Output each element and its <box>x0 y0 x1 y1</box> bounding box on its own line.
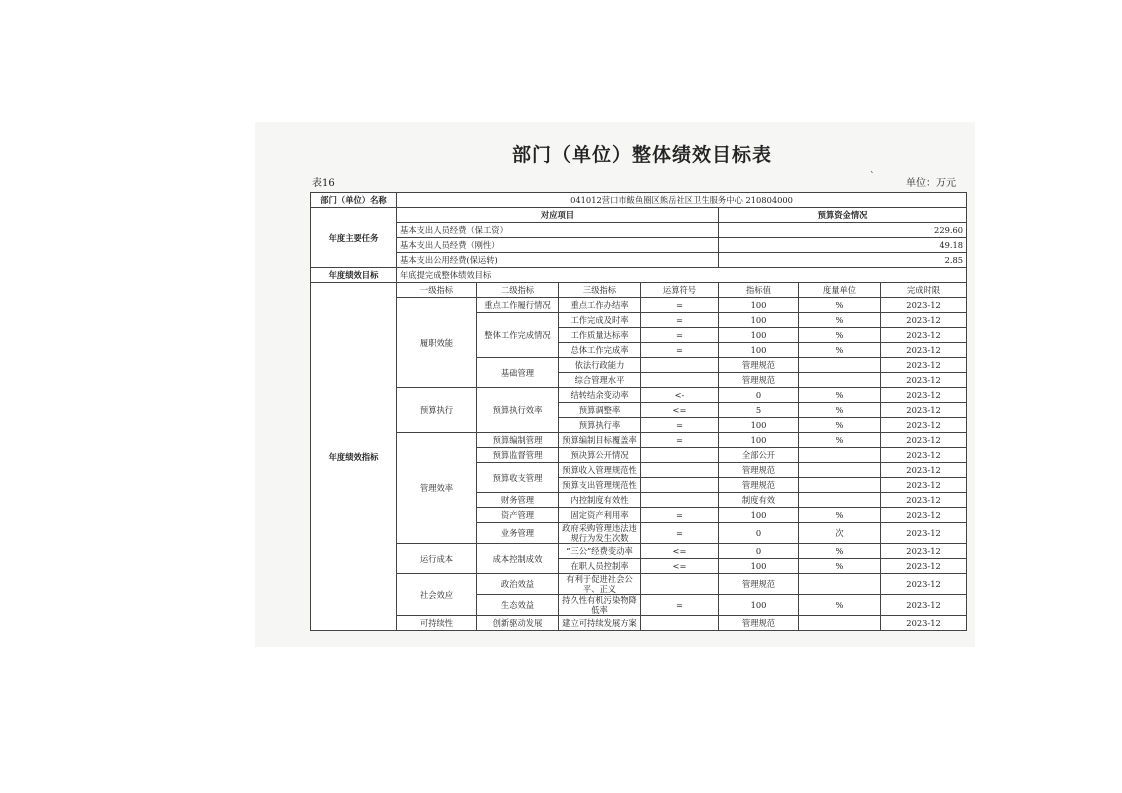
measure-unit <box>799 373 881 388</box>
deadline: 2023-12 <box>881 343 967 358</box>
level3-indicator: 预算支出管理规范性 <box>559 478 641 493</box>
level3-indicator: 有利于促进社会公平、正义 <box>559 574 641 595</box>
measure-unit: % <box>799 433 881 448</box>
level3-indicator: 内控制度有效性 <box>559 493 641 508</box>
level3-indicator: 预算收入管理规范性 <box>559 463 641 478</box>
task-item: 基本支出公用经费(保运转) <box>397 253 719 268</box>
level1-indicator: 管理效率 <box>397 433 477 544</box>
operator: <- <box>641 388 719 403</box>
operator: = <box>641 313 719 328</box>
indicator-value: 100 <box>719 595 799 616</box>
level3-indicator: 重点工作办结率 <box>559 298 641 313</box>
deadline: 2023-12 <box>881 388 967 403</box>
indicator-value: 100 <box>719 313 799 328</box>
deadline: 2023-12 <box>881 358 967 373</box>
operator <box>641 478 719 493</box>
operator: = <box>641 298 719 313</box>
operator: <= <box>641 403 719 418</box>
annual-tasks-label: 年度主要任务 <box>311 208 397 268</box>
measure-unit: % <box>799 559 881 574</box>
indicator-value: 管理规范 <box>719 478 799 493</box>
measure-unit <box>799 574 881 595</box>
unit-label: 单位：万元 <box>906 178 956 189</box>
dept-name-label: 部门（单位）名称 <box>311 193 397 208</box>
table-number: 表16 <box>312 178 335 189</box>
operator <box>641 616 719 631</box>
indicator-value: 100 <box>719 328 799 343</box>
deadline: 2023-12 <box>881 418 967 433</box>
indicator-value: 100 <box>719 418 799 433</box>
measure-unit: % <box>799 343 881 358</box>
indicator-col-header: 一级指标 <box>397 283 477 298</box>
indicator-value: 0 <box>719 523 799 544</box>
level3-indicator: 综合管理水平 <box>559 373 641 388</box>
indicator-value: 100 <box>719 559 799 574</box>
level3-indicator: “三公”经费变动率 <box>559 544 641 559</box>
level2-indicator: 政治效益 <box>477 574 559 595</box>
deadline: 2023-12 <box>881 463 967 478</box>
level3-indicator: 总体工作完成率 <box>559 343 641 358</box>
indicator-value: 管理规范 <box>719 373 799 388</box>
level1-indicator: 预算执行 <box>397 388 477 433</box>
level2-indicator: 预算监督管理 <box>477 448 559 463</box>
level3-indicator: 结转结余变动率 <box>559 388 641 403</box>
level2-indicator: 整体工作完成情况 <box>477 313 559 358</box>
measure-unit: % <box>799 595 881 616</box>
indicator-value: 100 <box>719 343 799 358</box>
deadline: 2023-12 <box>881 574 967 595</box>
operator: = <box>641 523 719 544</box>
deadline: 2023-12 <box>881 595 967 616</box>
level2-indicator: 预算执行效率 <box>477 388 559 433</box>
performance-goal-table <box>310 192 967 631</box>
deadline: 2023-12 <box>881 616 967 631</box>
indicator-value: 全部公开 <box>719 448 799 463</box>
level1-indicator: 履职效能 <box>397 298 477 388</box>
level2-indicator: 生态效益 <box>477 595 559 616</box>
operator <box>641 358 719 373</box>
indicator-col-header: 二级指标 <box>477 283 559 298</box>
measure-unit <box>799 493 881 508</box>
task-amount: 49.18 <box>719 238 967 253</box>
deadline: 2023-12 <box>881 478 967 493</box>
level2-indicator: 创新驱动发展 <box>477 616 559 631</box>
indicator-value: 0 <box>719 388 799 403</box>
level3-indicator: 依法行政能力 <box>559 358 641 373</box>
level2-indicator: 财务管理 <box>477 493 559 508</box>
deadline: 2023-12 <box>881 493 967 508</box>
operator: <= <box>641 544 719 559</box>
dept-name-value: 041012营口市鲅鱼圈区熊岳社区卫生服务中心 210804000 <box>397 193 967 208</box>
level2-indicator: 业务管理 <box>477 523 559 544</box>
measure-unit: % <box>799 328 881 343</box>
level3-indicator: 工作质量达标率 <box>559 328 641 343</box>
level2-indicator: 预算编制管理 <box>477 433 559 448</box>
measure-unit <box>799 448 881 463</box>
operator: = <box>641 595 719 616</box>
indicator-col-header: 度量单位 <box>799 283 881 298</box>
operator: = <box>641 418 719 433</box>
level3-indicator: 预算调整率 <box>559 403 641 418</box>
indicators-label: 年度绩效指标 <box>311 283 397 631</box>
operator <box>641 493 719 508</box>
operator <box>641 574 719 595</box>
level3-indicator: 政府采购管理违法违规行为发生次数 <box>559 523 641 544</box>
indicator-value: 100 <box>719 433 799 448</box>
indicator-value: 100 <box>719 298 799 313</box>
col-header-item: 对应项目 <box>397 208 719 223</box>
measure-unit <box>799 616 881 631</box>
task-amount: 2.85 <box>719 253 967 268</box>
deadline: 2023-12 <box>881 403 967 418</box>
level2-indicator: 成本控制成效 <box>477 544 559 574</box>
indicator-value: 5 <box>719 403 799 418</box>
indicator-value: 100 <box>719 508 799 523</box>
indicator-value: 管理规范 <box>719 358 799 373</box>
measure-unit <box>799 463 881 478</box>
measure-unit: 次 <box>799 523 881 544</box>
indicator-col-header: 完成时限 <box>881 283 967 298</box>
task-item: 基本支出人员经费（刚性） <box>397 238 719 253</box>
measure-unit: % <box>799 388 881 403</box>
measure-unit: % <box>799 508 881 523</box>
operator <box>641 448 719 463</box>
indicator-value: 制度有效 <box>719 493 799 508</box>
level3-indicator: 预算执行率 <box>559 418 641 433</box>
level3-indicator: 在职人员控制率 <box>559 559 641 574</box>
indicator-value: 0 <box>719 544 799 559</box>
measure-unit: % <box>799 418 881 433</box>
indicator-col-header: 指标值 <box>719 283 799 298</box>
deadline: 2023-12 <box>881 433 967 448</box>
stray-mark: ` <box>870 172 875 182</box>
deadline: 2023-12 <box>881 373 967 388</box>
col-header-budget: 预算资金情况 <box>719 208 967 223</box>
operator <box>641 463 719 478</box>
level2-indicator: 预算收支管理 <box>477 463 559 493</box>
operator: = <box>641 433 719 448</box>
operator: = <box>641 508 719 523</box>
level3-indicator: 建立可持续发展方案 <box>559 616 641 631</box>
level3-indicator: 预算编制目标覆盖率 <box>559 433 641 448</box>
task-amount: 229.60 <box>719 223 967 238</box>
deadline: 2023-12 <box>881 298 967 313</box>
deadline: 2023-12 <box>881 448 967 463</box>
operator: = <box>641 343 719 358</box>
measure-unit <box>799 478 881 493</box>
indicator-value: 管理规范 <box>719 463 799 478</box>
level3-indicator: 持久性有机污染物降低率 <box>559 595 641 616</box>
indicator-value: 管理规范 <box>719 574 799 595</box>
level1-indicator: 社会效应 <box>397 574 477 616</box>
measure-unit: % <box>799 403 881 418</box>
measure-unit <box>799 358 881 373</box>
deadline: 2023-12 <box>881 559 967 574</box>
task-item: 基本支出人员经费（保工资） <box>397 223 719 238</box>
deadline: 2023-12 <box>881 523 967 544</box>
indicator-col-header: 运算符号 <box>641 283 719 298</box>
indicator-value: 管理规范 <box>719 616 799 631</box>
document-title: 部门（单位）整体绩效目标表 <box>511 144 772 166</box>
deadline: 2023-12 <box>881 328 967 343</box>
operator: <= <box>641 559 719 574</box>
level3-indicator: 固定资产利用率 <box>559 508 641 523</box>
level3-indicator: 工作完成及时率 <box>559 313 641 328</box>
deadline: 2023-12 <box>881 544 967 559</box>
deadline: 2023-12 <box>881 508 967 523</box>
measure-unit: % <box>799 313 881 328</box>
level2-indicator: 重点工作履行情况 <box>477 298 559 313</box>
operator <box>641 373 719 388</box>
measure-unit: % <box>799 544 881 559</box>
level2-indicator: 基础管理 <box>477 358 559 388</box>
annual-goal-value: 年底提完成整体绩效目标 <box>397 268 967 283</box>
operator: = <box>641 328 719 343</box>
deadline: 2023-12 <box>881 313 967 328</box>
indicator-col-header: 三级指标 <box>559 283 641 298</box>
measure-unit: % <box>799 298 881 313</box>
level2-indicator: 资产管理 <box>477 508 559 523</box>
annual-goal-label: 年度绩效目标 <box>311 268 397 283</box>
level1-indicator: 可持续性 <box>397 616 477 631</box>
level3-indicator: 预决算公开情况 <box>559 448 641 463</box>
level1-indicator: 运行成本 <box>397 544 477 574</box>
